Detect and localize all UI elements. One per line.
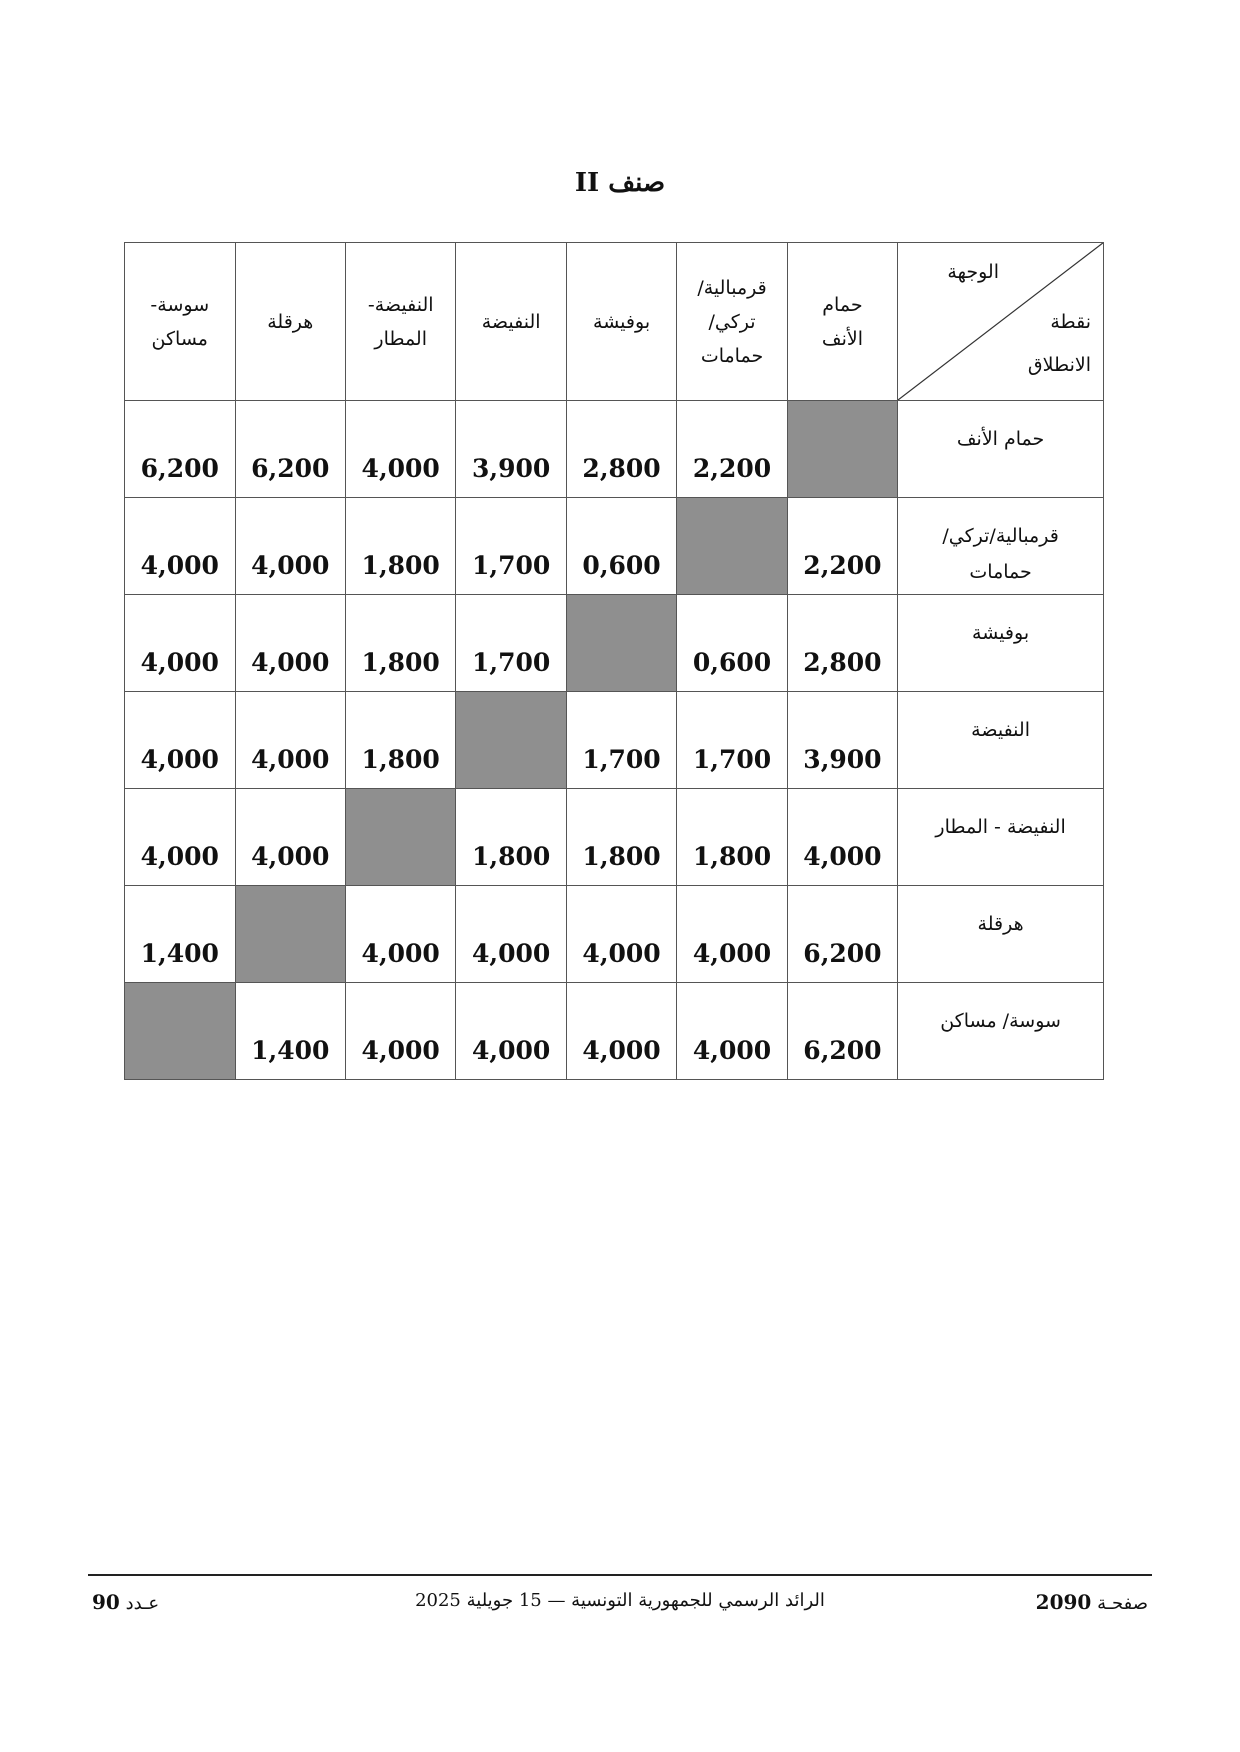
fare-cell: 6,200 [125, 401, 236, 498]
row-header: هرقلة [898, 886, 1104, 983]
footer-rule [88, 1574, 1152, 1576]
fare-cell: 1,400 [235, 983, 345, 1080]
table-body [125, 401, 1104, 1080]
fare-cell: 6,200 [235, 401, 345, 498]
header-row [125, 243, 1104, 401]
fare-cell: 2,800 [787, 595, 897, 692]
fare-cell: 4,000 [677, 886, 787, 983]
fare-cell: 1,700 [456, 498, 566, 595]
fare-cell: 6,200 [787, 886, 897, 983]
table-row [125, 595, 1104, 692]
fare-cell: 1,400 [125, 886, 236, 983]
fare-cell: 4,000 [787, 789, 897, 886]
fare-cell: 4,000 [235, 595, 345, 692]
table-row [125, 789, 1104, 886]
row-header: النفيضة - المطار [898, 789, 1104, 886]
blank-cell [125, 983, 236, 1080]
fare-table [124, 242, 1104, 1080]
row-header: حمام الأنف [898, 401, 1104, 498]
fare-cell: 0,600 [566, 498, 676, 595]
fare-cell: 1,700 [566, 692, 676, 789]
fare-cell: 1,700 [456, 595, 566, 692]
column-header: سوسة- مساكن [125, 243, 236, 401]
blank-cell [345, 789, 455, 886]
destination-label: الوجهة [947, 261, 999, 283]
column-header: بوفيشة [566, 243, 676, 401]
blank-cell [235, 886, 345, 983]
row-header: سوسة/ مساكن [898, 983, 1104, 1080]
fare-cell: 3,900 [456, 401, 566, 498]
blank-cell [787, 401, 897, 498]
column-header: قرمبالية/ تركي/ حمامات [677, 243, 787, 401]
fare-cell: 4,000 [456, 983, 566, 1080]
page-title: صنف II [574, 168, 666, 198]
column-header: النفيضة- المطار [345, 243, 455, 401]
fare-cell: 2,200 [787, 498, 897, 595]
fare-cell: 4,000 [125, 789, 236, 886]
footer-issue: عـدد 90 [92, 1590, 160, 1614]
fare-cell: 1,800 [345, 595, 455, 692]
table-row [125, 983, 1104, 1080]
fare-cell: 4,000 [566, 983, 676, 1080]
fare-cell: 1,800 [345, 692, 455, 789]
footer-page: صفحـة 2090 [1035, 1590, 1148, 1614]
fare-cell: 4,000 [677, 983, 787, 1080]
fare-cell: 4,000 [235, 789, 345, 886]
fare-cell: 6,200 [787, 983, 897, 1080]
fare-cell: 1,800 [566, 789, 676, 886]
fare-cell: 3,900 [787, 692, 897, 789]
fare-cell: 4,000 [125, 595, 236, 692]
fare-cell: 1,800 [677, 789, 787, 886]
fare-cell: 1,700 [677, 692, 787, 789]
origin-label: نقطة الانطلاق [1027, 311, 1091, 376]
fare-cell: 4,000 [345, 401, 455, 498]
fare-cell: 4,000 [345, 886, 455, 983]
fare-cell: 4,000 [456, 886, 566, 983]
column-header: هرقلة [235, 243, 345, 401]
table-row [125, 401, 1104, 498]
blank-cell [566, 595, 676, 692]
row-header: بوفيشة [898, 595, 1104, 692]
fare-cell: 4,000 [125, 692, 236, 789]
fare-cell: 1,800 [456, 789, 566, 886]
table-row [125, 498, 1104, 595]
fare-cell: 1,800 [345, 498, 455, 595]
corner-cell [898, 243, 1104, 401]
column-header: النفيضة [456, 243, 566, 401]
fare-cell: 4,000 [235, 692, 345, 789]
row-header: قرمبالية/تركي/ حمامات [898, 498, 1104, 595]
fare-cell: 0,600 [677, 595, 787, 692]
blank-cell [677, 498, 787, 595]
fare-cell: 2,200 [677, 401, 787, 498]
table-row [125, 692, 1104, 789]
fare-cell: 4,000 [125, 498, 236, 595]
fare-cell: 4,000 [345, 983, 455, 1080]
column-header: حمام الأنف [787, 243, 897, 401]
fare-cell: 2,800 [566, 401, 676, 498]
fare-cell: 4,000 [566, 886, 676, 983]
footer-journal: الرائد الرسمي للجمهورية التونسية — 15 جويلية 2025 [415, 1590, 825, 1611]
row-header: النفيضة [898, 692, 1104, 789]
blank-cell [456, 692, 566, 789]
table-row [125, 886, 1104, 983]
fare-cell: 4,000 [235, 498, 345, 595]
